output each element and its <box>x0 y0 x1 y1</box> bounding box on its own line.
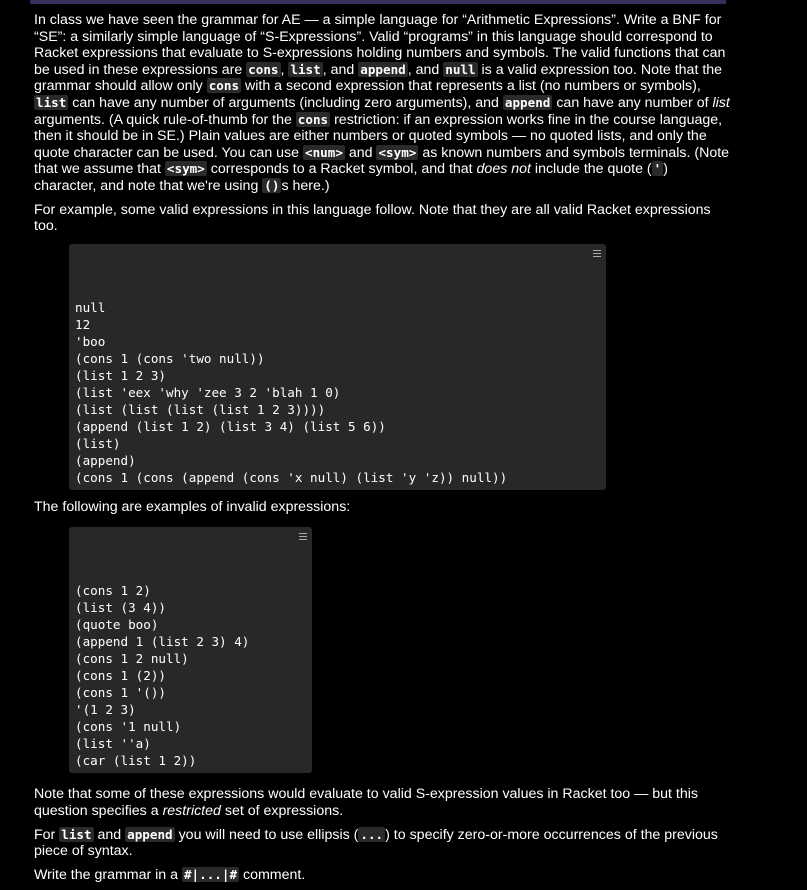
inline-code: ... <box>360 826 384 842</box>
text-run: ) character, and note that we're using <box>34 161 668 194</box>
inline-code: cons <box>248 61 279 77</box>
inline-code: list <box>61 826 92 842</box>
code-line: 12 <box>75 316 91 332</box>
code-line: (list ''a) <box>75 736 151 752</box>
text-run: , and <box>407 61 444 78</box>
code-line: null <box>75 299 106 315</box>
text-run: can have any number of arguments (including zero arguments), and <box>68 94 503 111</box>
menu-lines-icon[interactable] <box>299 533 307 540</box>
emphasis-text: restricted <box>162 802 221 819</box>
code-line: (cons 1 2) <box>75 583 151 599</box>
text-run: comment. <box>239 866 306 883</box>
text-run: restriction: if an expression works fine in the course language, then it should be in SE.) Plain values are either numbers or quoted symbols — no quoted lists, and only the quote character can be used. You can use <box>34 111 723 161</box>
code-line: (cons 1 '()) <box>75 685 166 701</box>
valid-examples-intro: For example, some valid expressions in this language follow. Note that they are all valid Racket expressions too. <box>34 201 711 235</box>
text-run: as known numbers and symbols terminals. (Note that we assume that <box>34 144 730 178</box>
text-run: Write the grammar in a <box>34 866 182 883</box>
text-run: For <box>34 826 60 843</box>
inline-code: cons <box>297 111 329 127</box>
text-run: set of expressions. <box>220 802 344 819</box>
code-line: 'boo <box>75 333 106 349</box>
restriction-note <box>34 786 734 819</box>
inline-code: ' <box>653 161 662 177</box>
code-line: (quote boo) <box>75 617 159 633</box>
emphasis-text: does not <box>476 161 531 178</box>
inline-code: list <box>290 61 321 77</box>
inline-code: <sym> <box>166 161 205 177</box>
code-line: (list (3 4)) <box>75 600 166 616</box>
text-run: In class we have seen the grammar for AE — a simple language for “Arithmetic Expressions”. Write a BNF for “SE”: a similarly simple language of “S-Expressions”. Valid “programs” in this language should correspond to Racket expressions that evaluate to S-expressions holding numbers and symbols. The valid functions that can be used in these expressions are <box>34 12 726 78</box>
menu-lines-icon[interactable] <box>593 250 601 257</box>
top-accent-bar <box>30 0 726 4</box>
code-line: (list) <box>75 435 121 451</box>
text-run: and <box>344 144 377 161</box>
inline-code: () <box>264 177 280 193</box>
inline-code: <sym> <box>378 144 417 160</box>
code-line: (cons 1 2 null) <box>75 651 189 667</box>
text-run: is a valid expression too. Note that the grammar should allow only <box>34 61 723 95</box>
comment-instruction <box>34 867 734 884</box>
text-run: s here.) <box>281 177 330 194</box>
inline-code: append <box>504 94 551 110</box>
text-run: , and <box>322 61 359 78</box>
invalid-examples-intro: The following are examples of invalid expressions: <box>34 498 351 515</box>
inline-code: #|...|# <box>183 866 238 882</box>
inline-code: <num> <box>304 144 343 160</box>
text-run: arguments. (A quick rule-of-thumb for the <box>34 111 296 128</box>
text-run: ) to specify zero-or-more occurrences of the previous piece of syntax. <box>34 826 718 860</box>
code-line: (cons 1 (2)) <box>75 668 166 684</box>
inline-code: list <box>36 94 67 110</box>
ellipsis-note <box>34 827 734 860</box>
question-content <box>34 12 734 890</box>
inline-code: append <box>360 61 406 77</box>
code-line: (list (list (list (list 1 2 3)))) <box>75 401 326 417</box>
code-line: (list 'eex 'why 'zee 3 2 'blah 1 0) <box>75 384 341 400</box>
code-line: (car (list 1 2)) <box>75 753 197 769</box>
intro-paragraph <box>34 12 734 195</box>
code-line: (append 1 (list 2 3) 4) <box>75 634 250 650</box>
text-run: with a second expression that represents a list (no numbers or symbols), <box>241 78 701 95</box>
code-line: (list 1 2 3) <box>75 367 166 383</box>
code-line: (append (list 1 2) (list 3 4) (list 5 6)) <box>75 418 386 434</box>
text-run: Note that some of these expressions would evaluate to valid S-expression values in Racket too — but this question specifies a <box>34 786 699 819</box>
code-line: (cons 1 (cons (append (cons 'x null) (list 'y 'z)) null)) <box>75 469 508 485</box>
text-run: can have any number of <box>552 94 713 111</box>
inline-code: cons <box>208 78 240 94</box>
text-run: you will need to use ellipsis ( <box>174 826 359 843</box>
code-line: '(1 2 3) <box>75 702 136 718</box>
code-line: (cons '1 null) <box>75 719 182 735</box>
text-run: and <box>93 826 126 843</box>
valid-examples-code[interactable] <box>69 244 606 490</box>
inline-code: null <box>445 61 476 77</box>
text-run: , <box>280 61 289 78</box>
code-line: (append) <box>75 452 136 468</box>
text-run: include the quote ( <box>530 161 652 178</box>
code-line: (cons 1 (cons 'two null)) <box>75 350 265 366</box>
inline-code: append <box>127 826 173 842</box>
emphasis-text: list <box>712 94 730 111</box>
invalid-examples-code[interactable] <box>69 527 312 773</box>
text-run: corresponds to a Racket symbol, and that <box>206 161 477 178</box>
